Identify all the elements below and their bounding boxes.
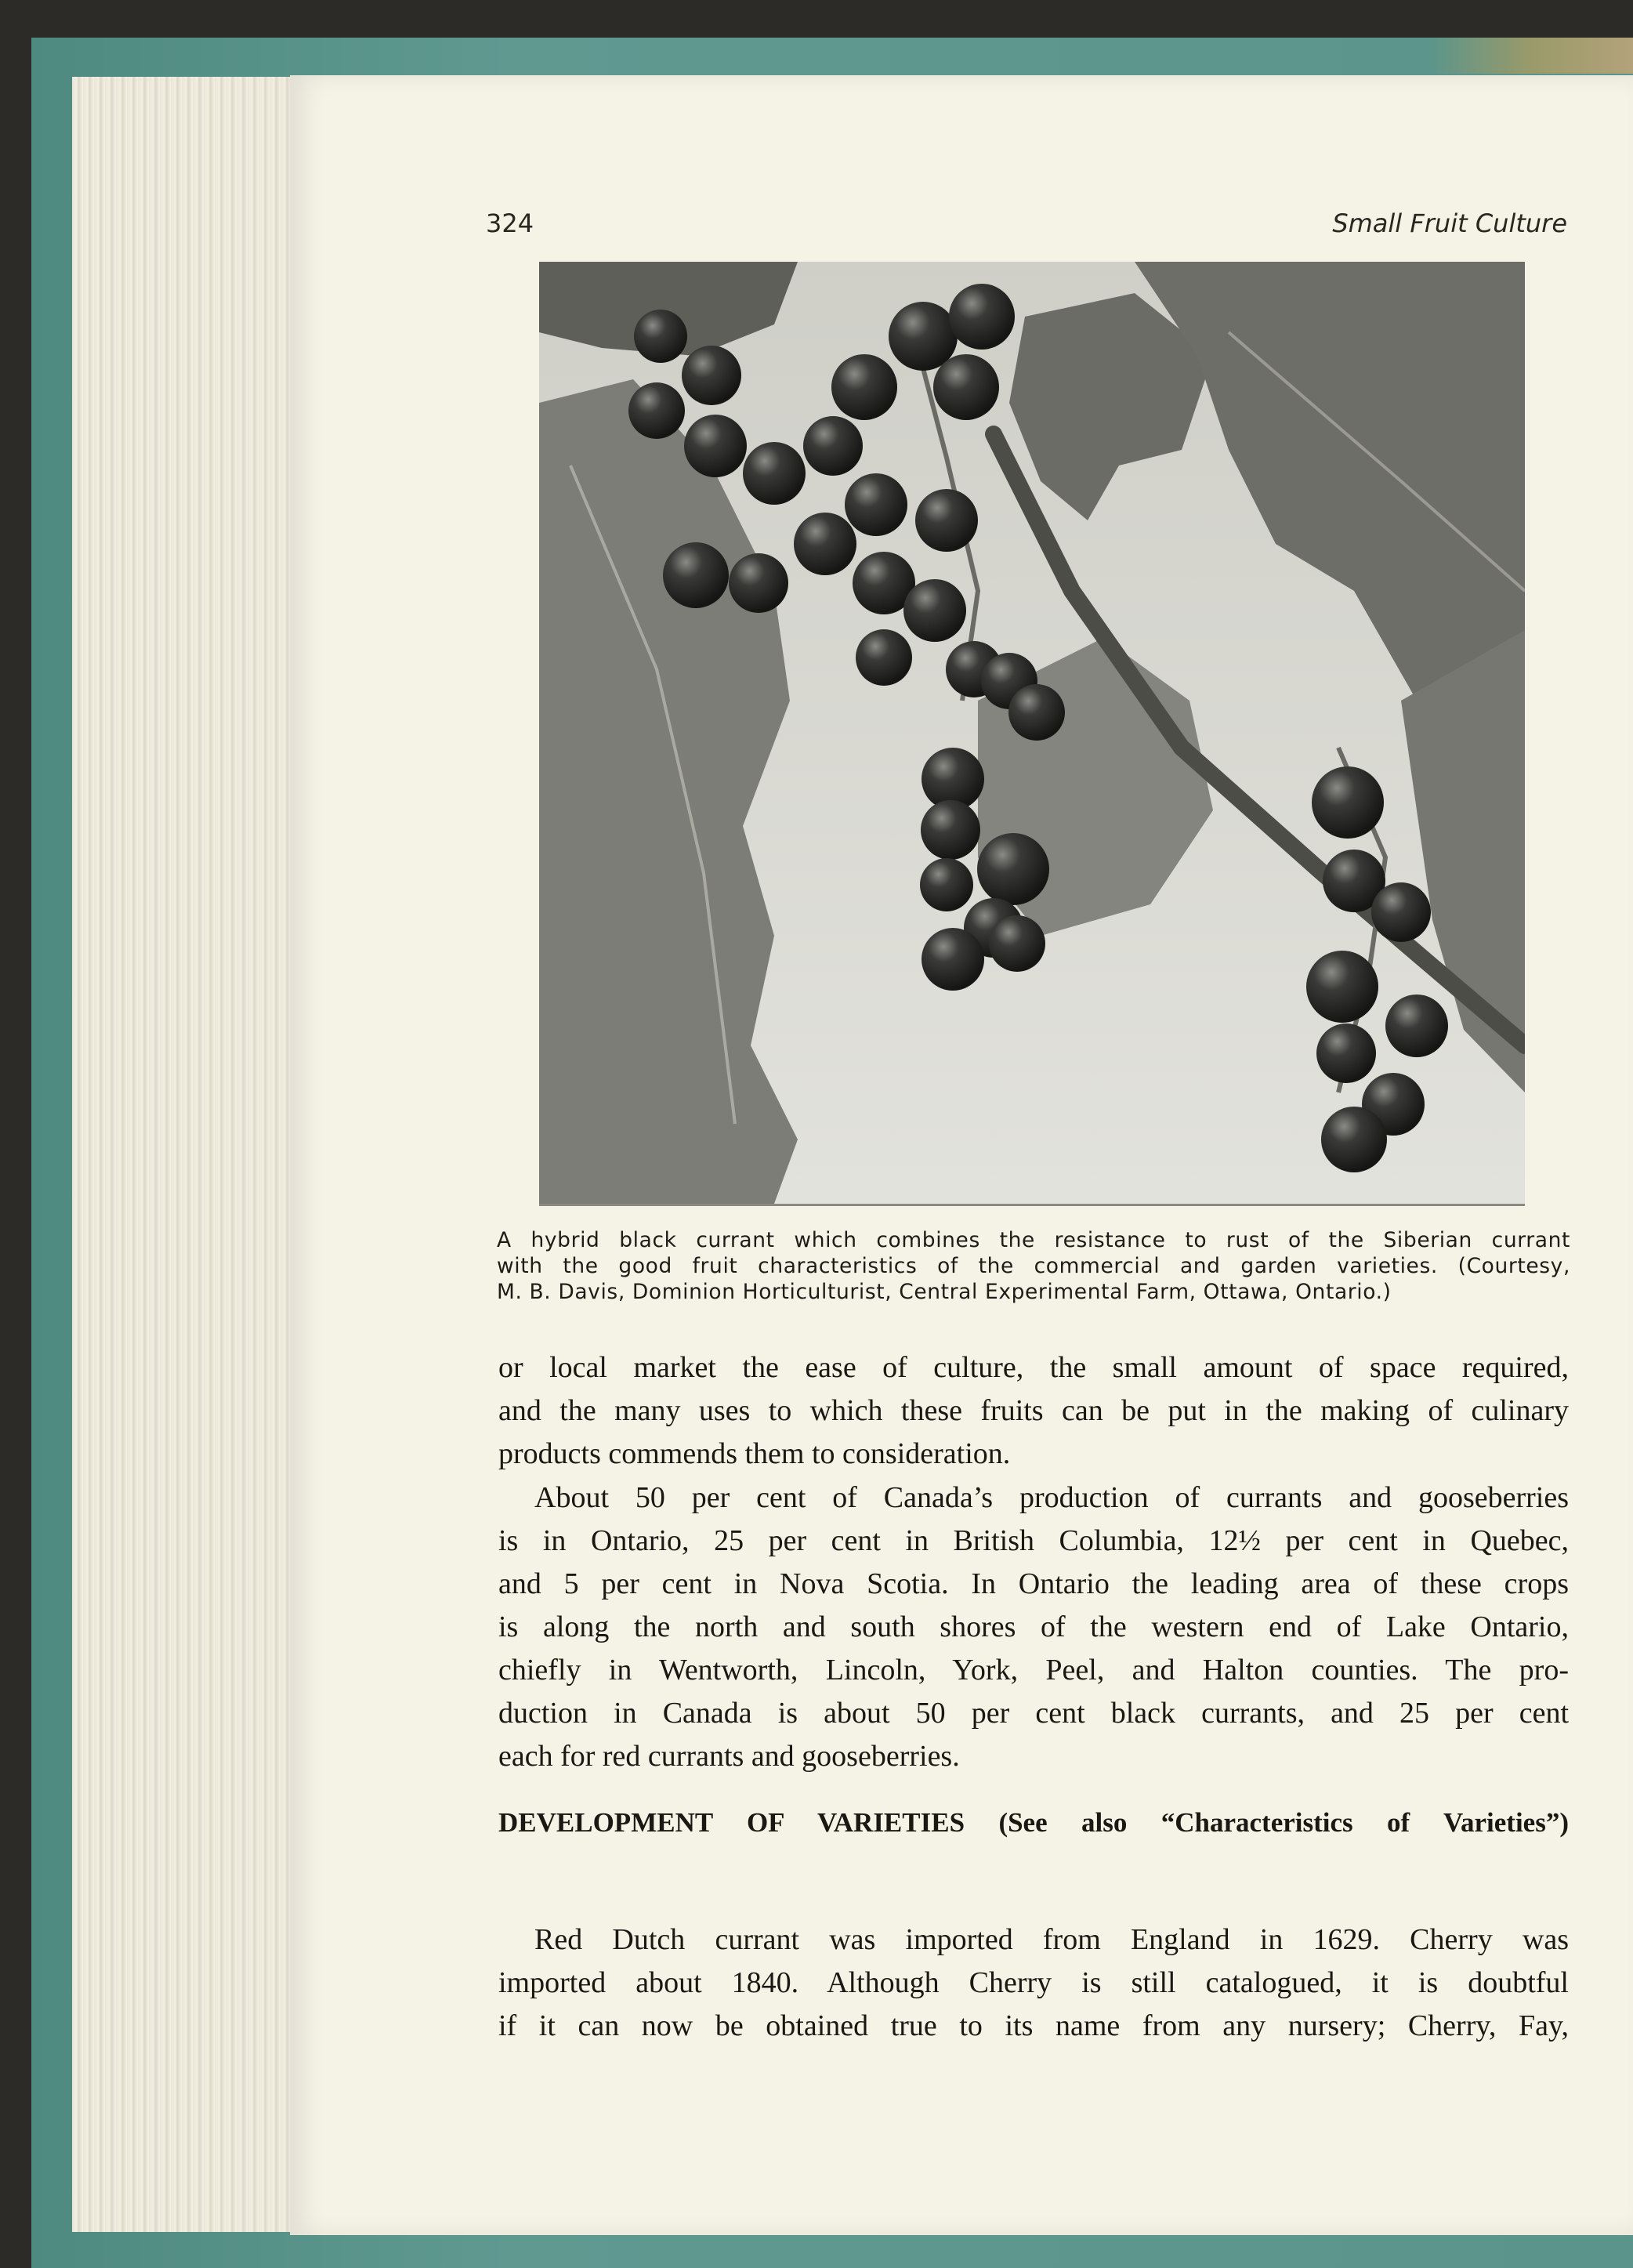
page-number: 324 (486, 208, 534, 238)
text-line: is along the north and south shores of the western end of Lake Ontario, (498, 1610, 1569, 1643)
cover-wear (1429, 38, 1633, 74)
text-line: if it can now be obtained true to its name from any nursery; Cherry, Fay, (498, 2009, 1569, 2042)
text-line: About 50 per cent of Canada’s production of currants and gooseberries (534, 1481, 1569, 1514)
caption-line: with the good fruit characteristics of the commercial and garden varieties. (Courtesy, (497, 1254, 1570, 1278)
black-currant-photo (539, 262, 1525, 1206)
black-currant-illustration (539, 262, 1525, 1204)
paragraph-continued (498, 1346, 1569, 1476)
text-line: Red Dutch currant was imported from England in 1629. Cherry was (534, 1923, 1569, 1956)
text-line: products commends them to consideration. (498, 1437, 1011, 1470)
figure-caption (497, 1227, 1570, 1305)
caption-line: A hybrid black currant which combines the resistance to rust of the Siberian currant (497, 1228, 1570, 1252)
text-line: each for red currants and gooseberries. (498, 1740, 960, 1773)
text-line: imported about 1840. Although Cherry is still catalogued, it is doubtful (498, 1966, 1569, 1999)
text-line: is in Ontario, 25 per cent in British Columbia, 12½ per cent in Quebec, (498, 1524, 1569, 1557)
section-heading: DEVELOPMENT OF VARIETIES (See also “Characteristics of Varieties”) (498, 1807, 1569, 1838)
paragraph-production (498, 1476, 1569, 1778)
page-edges (72, 77, 291, 2232)
paragraph-varieties (498, 1918, 1569, 2048)
text-line: or local market the ease of culture, the small amount of space required, (498, 1351, 1569, 1384)
caption-line: M. B. Davis, Dominion Horticulturist, Central Experimental Farm, Ottawa, Ontario.) (497, 1280, 1392, 1304)
text-line: and 5 per cent in Nova Scotia. In Ontario the leading area of these crops (498, 1567, 1569, 1600)
text-line: duction in Canada is about 50 per cent black currants, and 25 per cent (498, 1697, 1569, 1730)
book-title: Small Fruit Culture (1332, 208, 1567, 238)
text-line: and the many uses to which these fruits can be put in the making of culinary (498, 1394, 1569, 1427)
running-head (486, 208, 1567, 243)
text-line: chiefly in Wentworth, Lincoln, York, Peel, and Halton counties. The pro- (498, 1654, 1569, 1687)
